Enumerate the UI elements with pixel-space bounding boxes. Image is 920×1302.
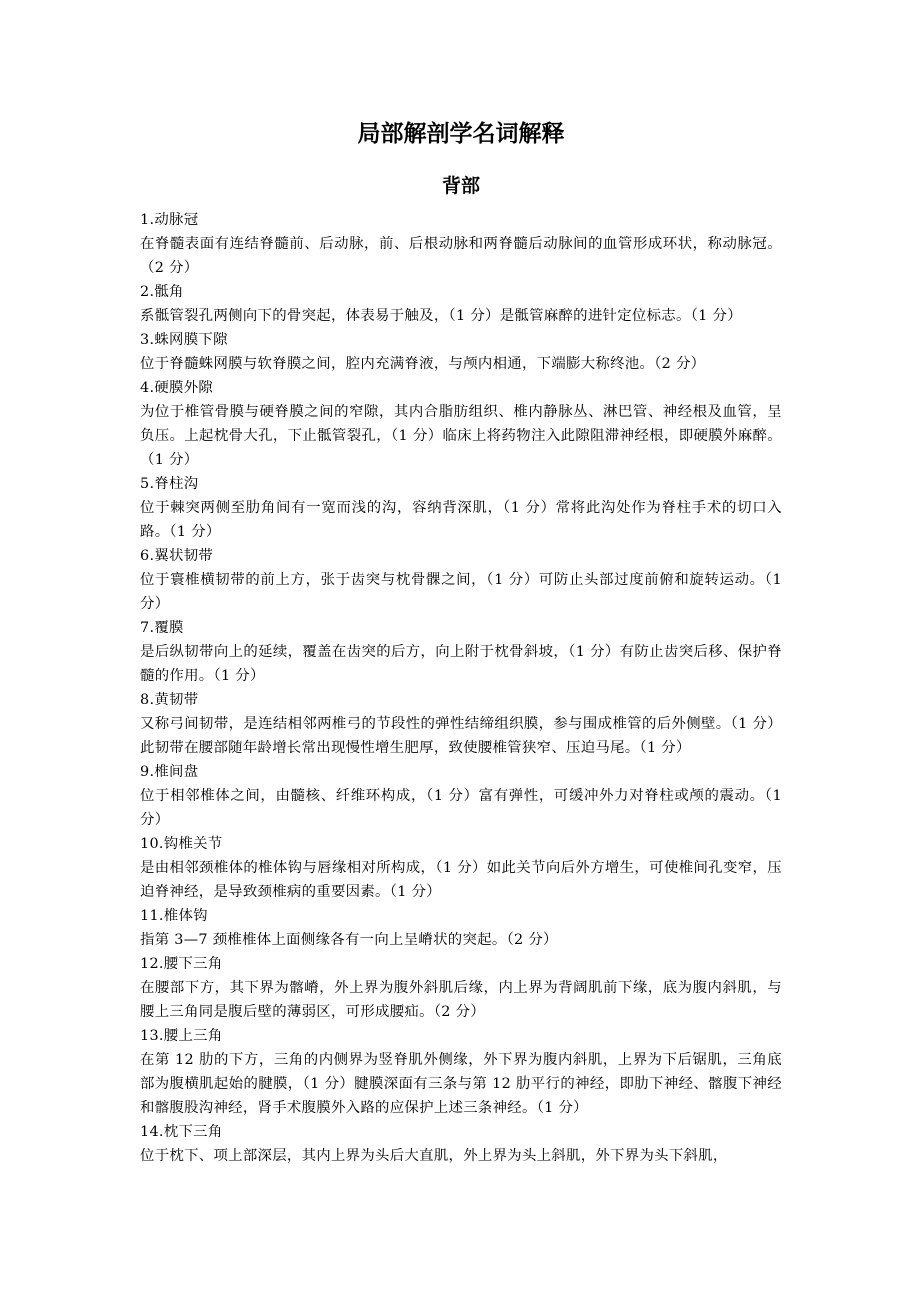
term-entry [140, 760, 782, 832]
term-entry [140, 376, 782, 472]
term-definition: 位于寰椎横韧带的前上方，张于齿突与枕骨髁之间，（1 分）可防止头部过度前俯和旋转运动。（1 分） [140, 572, 782, 612]
term-definition: 指第 3—7 颈椎椎体上面侧缘各有一向上呈嵴状的突起。（2 分） [140, 932, 558, 948]
term-definition: 位于棘突两侧至肋角间有一宽而浅的沟，容纳背深肌，（1 分）常将此沟处作为脊柱手术的切口入路。（1 分） [140, 500, 782, 540]
term-entry [140, 544, 782, 616]
term-entry [140, 688, 782, 760]
term-heading: 5.脊柱沟 [140, 476, 199, 492]
term-heading: 13.腰上三角 [140, 1028, 223, 1044]
term-heading: 1.动脉冠 [140, 212, 199, 228]
document-title: 局部解剖学名词解释 [357, 121, 565, 147]
term-heading: 2.骶角 [140, 284, 184, 300]
term-entry [140, 328, 782, 376]
term-definition: 为位于椎管骨膜与硬脊膜之间的窄隙，其内合脂肪组织、椎内静脉丛、淋巴管、神经根及血管，呈负压。上起枕骨大孔，下止骶管裂孔，（1 分）临床上将药物注入此隙阻滞神经根，即硬膜外麻醉。（1 分） [140, 404, 782, 468]
term-definition: 位于相邻椎体之间，由髓核、纤维环构成，（1 分）富有弹性，可缓冲外力对脊柱或颅的震动。（1 分） [140, 788, 782, 828]
term-entry [140, 904, 782, 952]
term-heading: 7.覆膜 [140, 620, 184, 636]
section-title: 背部 [441, 175, 480, 197]
term-heading: 9.椎间盘 [140, 764, 199, 780]
term-entry [140, 472, 782, 544]
term-definition: 在腰部下方，其下界为髂嵴，外上界为腹外斜肌后缘，内上界为背阔肌前下缘，底为腹内斜肌，与腰上三角同是腹后壁的薄弱区，可形成腰疝。（2 分） [140, 980, 782, 1020]
term-heading: 10.钩椎关节 [140, 836, 223, 852]
term-heading: 3.蛛网膜下隙 [140, 332, 228, 348]
term-entry [140, 280, 782, 328]
term-definition: 系骶管裂孔两侧向下的骨突起，体表易于触及，（1 分）是骶管麻醉的进针定位标志。（1 分） [140, 308, 742, 324]
term-definition: 是后纵韧带向上的延续，覆盖在齿突的后方，向上附于枕骨斜坡，（1 分）有防止齿突后移、保护脊髓的作用。（1 分） [140, 644, 782, 684]
term-definition: 在脊髓表面有连结脊髓前、后动脉，前、后根动脉和两脊髓后动脉间的血管形成环状，称动脉冠。（2 分） [140, 236, 782, 276]
term-heading: 12.腰下三角 [140, 956, 223, 972]
term-heading: 6.翼状韧带 [140, 548, 214, 564]
term-heading: 8.黄韧带 [140, 692, 199, 708]
document-page [140, 118, 782, 1168]
term-entry [140, 952, 782, 1024]
term-heading: 11.椎体钩 [140, 908, 208, 924]
term-definition: 又称弓间韧带，是连结相邻两椎弓的节段性的弹性结缔组织膜，参与围成椎管的后外侧壁。（1 分）此韧带在腰部随年龄增长常出现慢性增生肥厚，致使腰椎管狭窄、压迫马尾。（1 分） [140, 716, 782, 756]
term-heading: 14.枕下三角 [140, 1124, 223, 1140]
term-list [140, 208, 782, 1168]
term-heading: 4.硬膜外隙 [140, 380, 214, 396]
term-definition: 位于枕下、项上部深层，其内上界为头后大直肌，外上界为头上斜肌，外下界为头下斜肌， [140, 1148, 728, 1164]
term-definition: 在第 12 肋的下方，三角的内侧界为竖脊肌外侧缘，外下界为腹内斜肌，上界为下后锯肌，三角底部为腹横肌起始的腱膜，（1 分）腱膜深面有三条与第 12 肋平行的神经，即肋下神经、髂腹下神经和髂腹股沟神经，肾手术腹膜外入路的应保护上述三条神经。（1 分） [140, 1052, 782, 1116]
term-entry [140, 1024, 782, 1120]
term-definition: 位于脊髓蛛网膜与软脊膜之间，腔内充满脊液，与颅内相通，下端膨大称终池。（2 分） [140, 356, 706, 372]
term-entry [140, 832, 782, 904]
term-entry [140, 208, 782, 280]
term-entry [140, 616, 782, 688]
term-definition: 是由相邻颈椎体的椎体钩与唇缘相对所构成，（1 分）如此关节向后外方增生，可使椎间孔变窄，压迫脊神经，是导致颈椎病的重要因素。（1 分） [140, 860, 782, 900]
term-entry [140, 1120, 782, 1168]
